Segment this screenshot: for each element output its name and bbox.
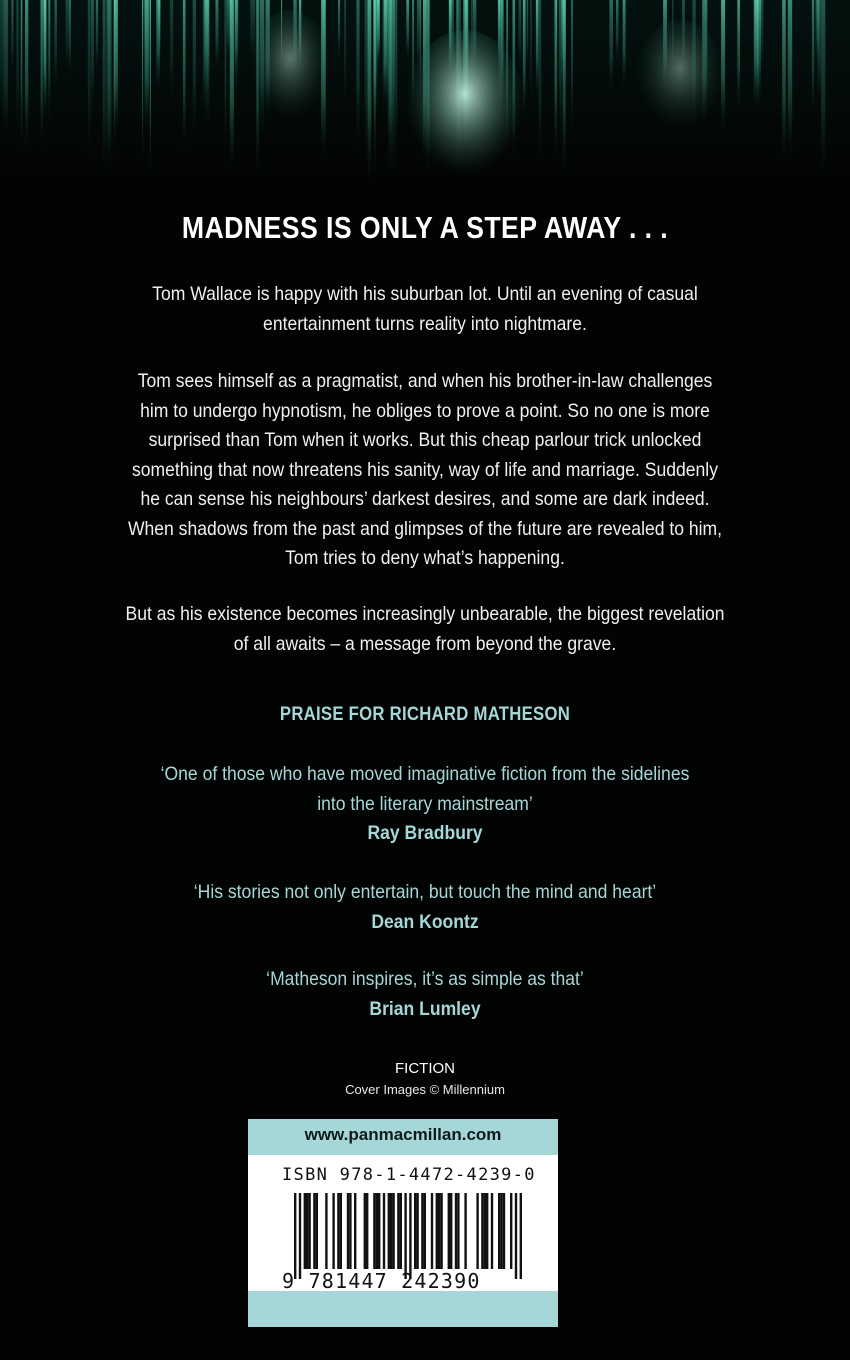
barcode-bar bbox=[510, 1193, 512, 1269]
praise-quote bbox=[97, 965, 754, 1024]
barcode-bar bbox=[409, 1193, 411, 1279]
quote-author: Ray Bradbury bbox=[367, 822, 483, 844]
barcode-bar bbox=[431, 1193, 433, 1269]
barcode-bar bbox=[455, 1193, 457, 1269]
barcode-bar bbox=[354, 1193, 356, 1269]
blurb-line: him to undergo hypnotism, he obliges to prove a point. So no one is more bbox=[140, 399, 710, 422]
barcode-bar bbox=[316, 1193, 318, 1269]
blurb-paragraph bbox=[97, 280, 754, 339]
barcode-bar bbox=[438, 1193, 440, 1269]
barcode-bar bbox=[414, 1193, 416, 1269]
blurb-line: surprised than Tom when it works. But this cheap parlour trick unlocked bbox=[148, 429, 702, 451]
quote-author: Brian Lumley bbox=[369, 997, 481, 1020]
barcode-bar bbox=[400, 1193, 402, 1269]
barcode-bar bbox=[308, 1193, 310, 1269]
barcode-bar bbox=[486, 1193, 488, 1269]
barcode-bar bbox=[388, 1193, 390, 1269]
barcode-bar bbox=[337, 1193, 339, 1269]
barcode-bar bbox=[347, 1193, 349, 1269]
barcode-bar bbox=[448, 1193, 450, 1269]
barcode-bar bbox=[313, 1193, 315, 1269]
cover-top-artwork bbox=[0, 0, 850, 215]
barcode-panel bbox=[248, 1119, 558, 1327]
genre-label: FICTION bbox=[395, 1060, 455, 1077]
barcode-bar bbox=[294, 1193, 296, 1279]
barcode-bar bbox=[416, 1193, 418, 1269]
barcode-bar bbox=[404, 1193, 406, 1279]
blurb-line: When shadows from the past and glimpses of the future are revealed to him, bbox=[127, 517, 723, 540]
barcode-bar bbox=[481, 1193, 483, 1269]
barcode-bar bbox=[436, 1193, 438, 1269]
barcode-bar bbox=[349, 1193, 351, 1269]
barcode-bar bbox=[500, 1193, 502, 1269]
barcode-bar bbox=[304, 1193, 306, 1269]
barcode-bar bbox=[306, 1193, 308, 1269]
blurb-line: Tom Wallace is happy with his suburban lot. Until an evening of casual bbox=[152, 283, 698, 305]
praise-quote bbox=[97, 878, 754, 937]
barcode-bar bbox=[332, 1193, 334, 1269]
ean-digits: 9 781447 242390 bbox=[282, 1269, 481, 1293]
barcode-area bbox=[248, 1155, 558, 1291]
barcode-bar bbox=[450, 1193, 452, 1269]
barcode-bar bbox=[392, 1193, 394, 1269]
barcode-bar bbox=[457, 1193, 459, 1269]
praise-heading: PRAISE FOR RICHARD MATHESON bbox=[279, 704, 571, 725]
barcode-bar bbox=[520, 1193, 522, 1279]
blurb-line: he can sense his neighbours’ darkest desires, and some are dark indeed. bbox=[140, 488, 710, 510]
blurb-paragraph bbox=[97, 367, 754, 574]
barcode-bar bbox=[464, 1193, 466, 1269]
barcode-bar bbox=[299, 1193, 301, 1279]
barcode-bar bbox=[397, 1193, 399, 1269]
barcode-bar bbox=[383, 1193, 385, 1269]
praise-quote bbox=[97, 760, 754, 849]
blurb-line: Tom tries to deny what’s happening. bbox=[285, 547, 565, 569]
barcode-bar bbox=[498, 1193, 500, 1269]
barcode-bar bbox=[491, 1193, 493, 1269]
barcode-bar bbox=[440, 1193, 442, 1269]
cover-credit: Cover Images © Millennium bbox=[345, 1082, 505, 1097]
blurb-line: of all awaits – a message from beyond the grave. bbox=[233, 632, 617, 655]
barcode-bar bbox=[376, 1193, 378, 1269]
blurb-paragraph bbox=[97, 600, 754, 659]
barcode-bar bbox=[373, 1193, 375, 1269]
barcode-bar bbox=[484, 1193, 486, 1269]
barcode-bar bbox=[340, 1193, 342, 1269]
blurb-line: Tom sees himself as a pragmatist, and when his brother-in-law challenges bbox=[137, 370, 713, 392]
headline: MADNESS IS ONLY A STEP AWAY . . . bbox=[181, 210, 669, 245]
quote-line: ‘One of those who have moved imaginative fiction from the sidelines bbox=[160, 763, 690, 785]
barcode-bar bbox=[325, 1193, 327, 1269]
quote-line: ‘Matheson inspires, it’s as simple as that’ bbox=[266, 968, 584, 990]
publisher-url[interactable]: www.panmacmillan.com bbox=[304, 1125, 502, 1144]
blurb-line: But as his existence becomes increasingly unbearable, the biggest revelation bbox=[125, 603, 725, 625]
barcode-bar bbox=[390, 1193, 392, 1269]
isbn-text: ISBN 978-1-4472-4239-0 bbox=[282, 1165, 536, 1185]
quote-author: Dean Koontz bbox=[371, 910, 479, 933]
blurb-line: something that now threatens his sanity, way of life and marriage. Suddenly bbox=[132, 458, 718, 481]
quote-line: ‘His stories not only entertain, but touch the mind and heart’ bbox=[193, 881, 657, 903]
blurb-line: entertainment turns reality into nightmare. bbox=[263, 312, 587, 335]
barcode-bar bbox=[424, 1193, 426, 1269]
barcode-bar bbox=[503, 1193, 505, 1269]
quote-line: into the literary mainstream’ bbox=[317, 792, 533, 815]
barcode-bar bbox=[364, 1193, 366, 1269]
barcode-bar bbox=[366, 1193, 368, 1269]
barcode-bar bbox=[421, 1193, 423, 1269]
barcode-bar bbox=[378, 1193, 380, 1269]
barcode-bar bbox=[515, 1193, 517, 1279]
barcode-bar bbox=[476, 1193, 478, 1269]
